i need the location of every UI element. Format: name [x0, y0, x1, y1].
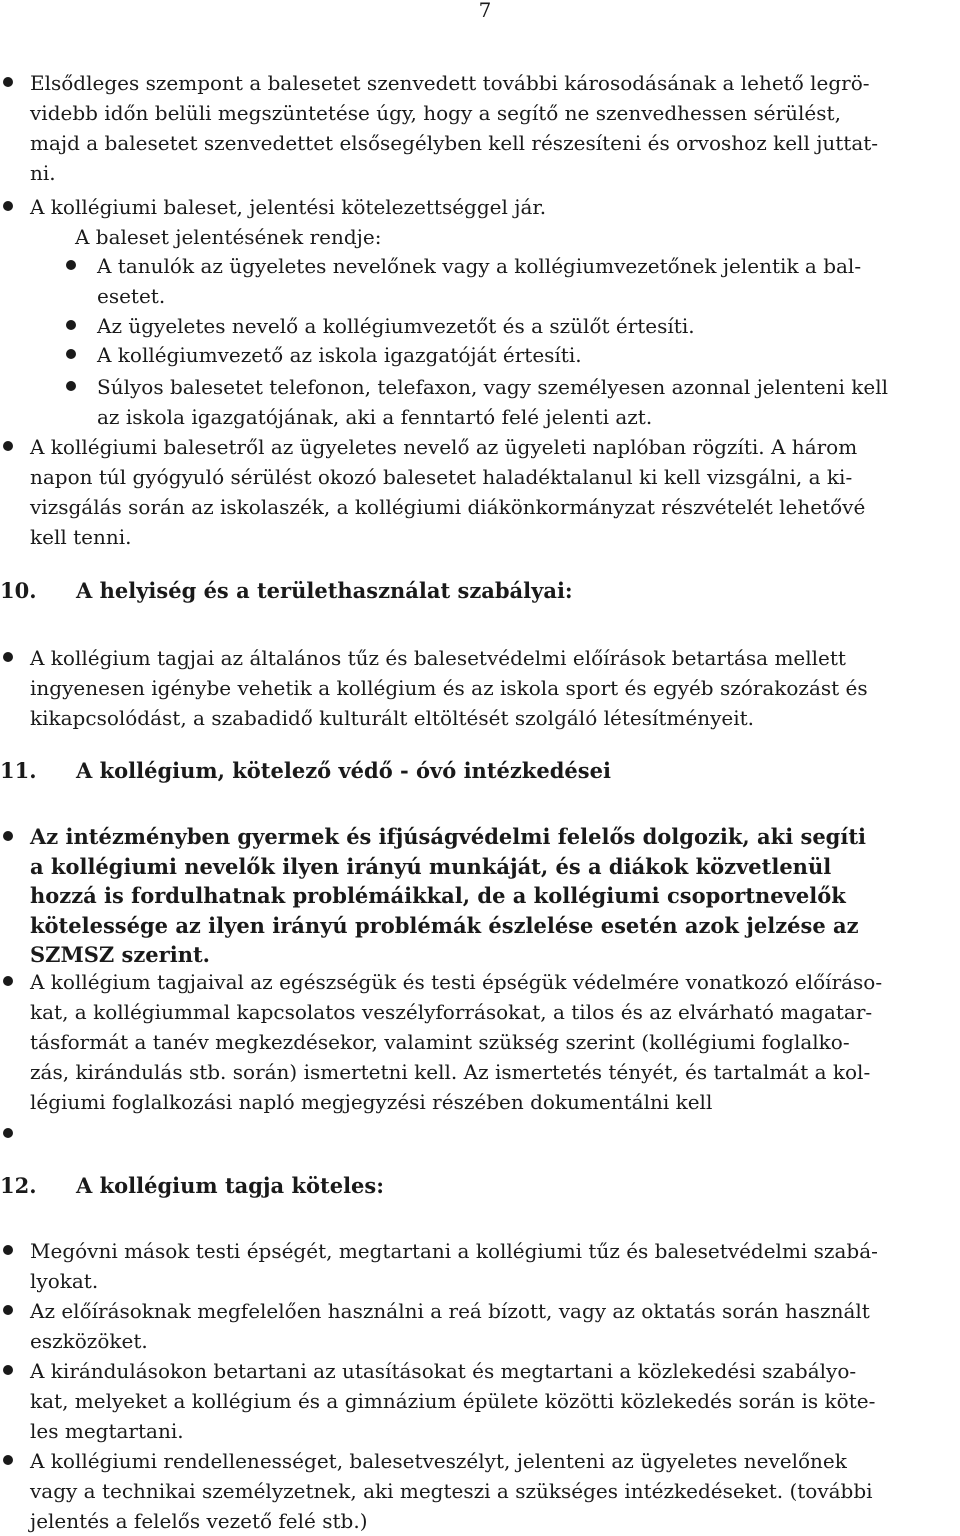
text-line: videbb időn belüli megszüntetése úgy, hogy a segítő ne szenvedhessen sérülést, [30, 101, 841, 125]
section-number: 11. [0, 758, 37, 783]
text-line: A baleset jelentésének rendje: [75, 225, 382, 249]
text-line: kat, a kollégiummal kapcsolatos veszélyforrásokat, a tilos és az elvárható magatar- [30, 1000, 873, 1024]
bullet-icon [3, 652, 13, 662]
text-line: kell tenni. [30, 525, 132, 549]
text-line: vagy a technikai személyzetnek, aki megteszi a szükséges intézkedéseket. (további [30, 1479, 873, 1503]
text-line: A kirándulásokon betartani az utasításokat és megtartani a közlekedési szabályo- [30, 1359, 857, 1383]
section-title: A kollégium tagja köteles: [76, 1173, 384, 1198]
text-line: a kollégiumi nevelők ilyen irányú munkáját, és a diákok közvetlenül [30, 853, 832, 879]
bullet-icon [3, 976, 13, 986]
text-line: kötelessége az ilyen irányú problémák észlelése esetén azok jelzése az [30, 912, 859, 938]
text-line: Súlyos balesetet telefonon, telefaxon, vagy személyesen azonnal jelenteni kell [97, 375, 889, 399]
text-line: esetet. [97, 284, 166, 308]
text-line: ni. [30, 161, 56, 185]
text-line: Megóvni mások testi épségét, megtartani a kollégiumi tűz és balesetvédelmi szabá- [30, 1239, 878, 1263]
text-line: jelentés a felelős vezető felé stb.) [30, 1509, 368, 1533]
text-line: lyokat. [30, 1269, 99, 1293]
text-line: Az előírásoknak megfelelően használni a reá bízott, vagy az oktatás során használt [30, 1299, 870, 1323]
text-line: tásformát a tanév megkezdésekor, valamint szükség szerint (kollégiumi foglalko- [30, 1030, 850, 1054]
bullet-icon [3, 1365, 13, 1375]
text-line: SZMSZ szerint. [30, 942, 210, 967]
text-line: majd a balesetet szenvedettet elsősegélyben kell részesíteni és orvoshoz kell juttat- [30, 131, 879, 155]
text-line: les megtartani. [30, 1419, 184, 1443]
text-line: kat, melyeket a kollégium és a gimnázium épülete közötti közlekedés során is köte- [30, 1389, 876, 1413]
text-line: A kollégiumi baleset, jelentési kötelezettséggel jár. [30, 195, 547, 219]
text-line: A kollégium tagjaival az egészségük és testi épségük védelmére vonatkozó előíráso- [30, 970, 883, 994]
subsection-title [75, 222, 381, 252]
text-line: az iskola igazgatójának, aki a fenntartó felé jelenti azt. [97, 405, 653, 429]
text-line: Az intézményben gyermek és ifjúságvédelmi felelős dolgozik, aki segíti [30, 824, 867, 849]
section-title: A helyiség és a területhasználat szabályai: [76, 578, 573, 603]
bullet-icon [66, 349, 76, 359]
text-line: légiumi foglalkozási napló megjegyzési részében dokumentálni kell [30, 1090, 713, 1114]
bullet-icon [3, 1128, 13, 1138]
text-line: A kollégiumi rendellenességet, balesetveszélyt, jelenteni az ügyeletes nevelőnek [30, 1449, 847, 1473]
text-line: A tanulók az ügyeletes nevelőnek vagy a kollégiumvezetőnek jelentik a bal- [97, 254, 862, 278]
bullet-icon [3, 1305, 13, 1315]
bullet-icon [3, 831, 13, 841]
section-title: A kollégium, kötelező védő - óvó intézkedései [76, 758, 611, 783]
text-line: zás, kirándulás stb. során) ismertetni kell. Az ismertetés tényét, és tartalmát a kol- [30, 1060, 871, 1084]
text-line: eszközöket. [30, 1329, 148, 1353]
bullet-icon [66, 260, 76, 270]
bullet-icon [3, 201, 13, 211]
text-line: A kollégiumvezető az iskola igazgatóját értesíti. [97, 343, 582, 367]
bullet-icon [3, 1455, 13, 1465]
text-line: hozzá is fordulhatnak problémáikkal, de a kollégiumi csoportnevelők [30, 883, 846, 908]
text-line: napon túl gyógyuló sérülést okozó balesetet haladéktalanul ki kell vizsgálni, a ki- [30, 465, 853, 489]
section-number: 10. [0, 578, 37, 603]
text-line: kikapcsolódást, a szabadidő kulturált eltöltését szolgáló létesítményeit. [30, 706, 755, 730]
page-number: 7 [478, 0, 492, 22]
text-line: Elsődleges szempont a balesetet szenvedett további károsodásának a lehető legrö- [30, 71, 870, 95]
bullet-icon [66, 320, 76, 330]
text-line: Az ügyeletes nevelő a kollégiumvezetőt és a szülőt értesíti. [97, 314, 695, 338]
empty-list-item [0, 1119, 960, 1149]
text-line: vizsgálás során az iskolaszék, a kollégiumi diákönkormányzat részvételét lehetővé [30, 495, 866, 519]
bullet-icon [66, 381, 76, 391]
bullet-icon [3, 441, 13, 451]
text-line: A kollégium tagjai az általános tűz és balesetvédelmi előírások betartása mellett [30, 646, 846, 670]
bullet-icon [3, 1245, 13, 1255]
bullet-icon [3, 77, 13, 87]
text-line: A kollégiumi balesetről az ügyeletes nevelő az ügyeleti naplóban rögzíti. A három [30, 435, 858, 459]
text-line: ingyenesen igénybe vehetik a kollégium és az iskola sport és egyéb szórakozást és [30, 676, 868, 700]
section-number: 12. [0, 1173, 37, 1198]
